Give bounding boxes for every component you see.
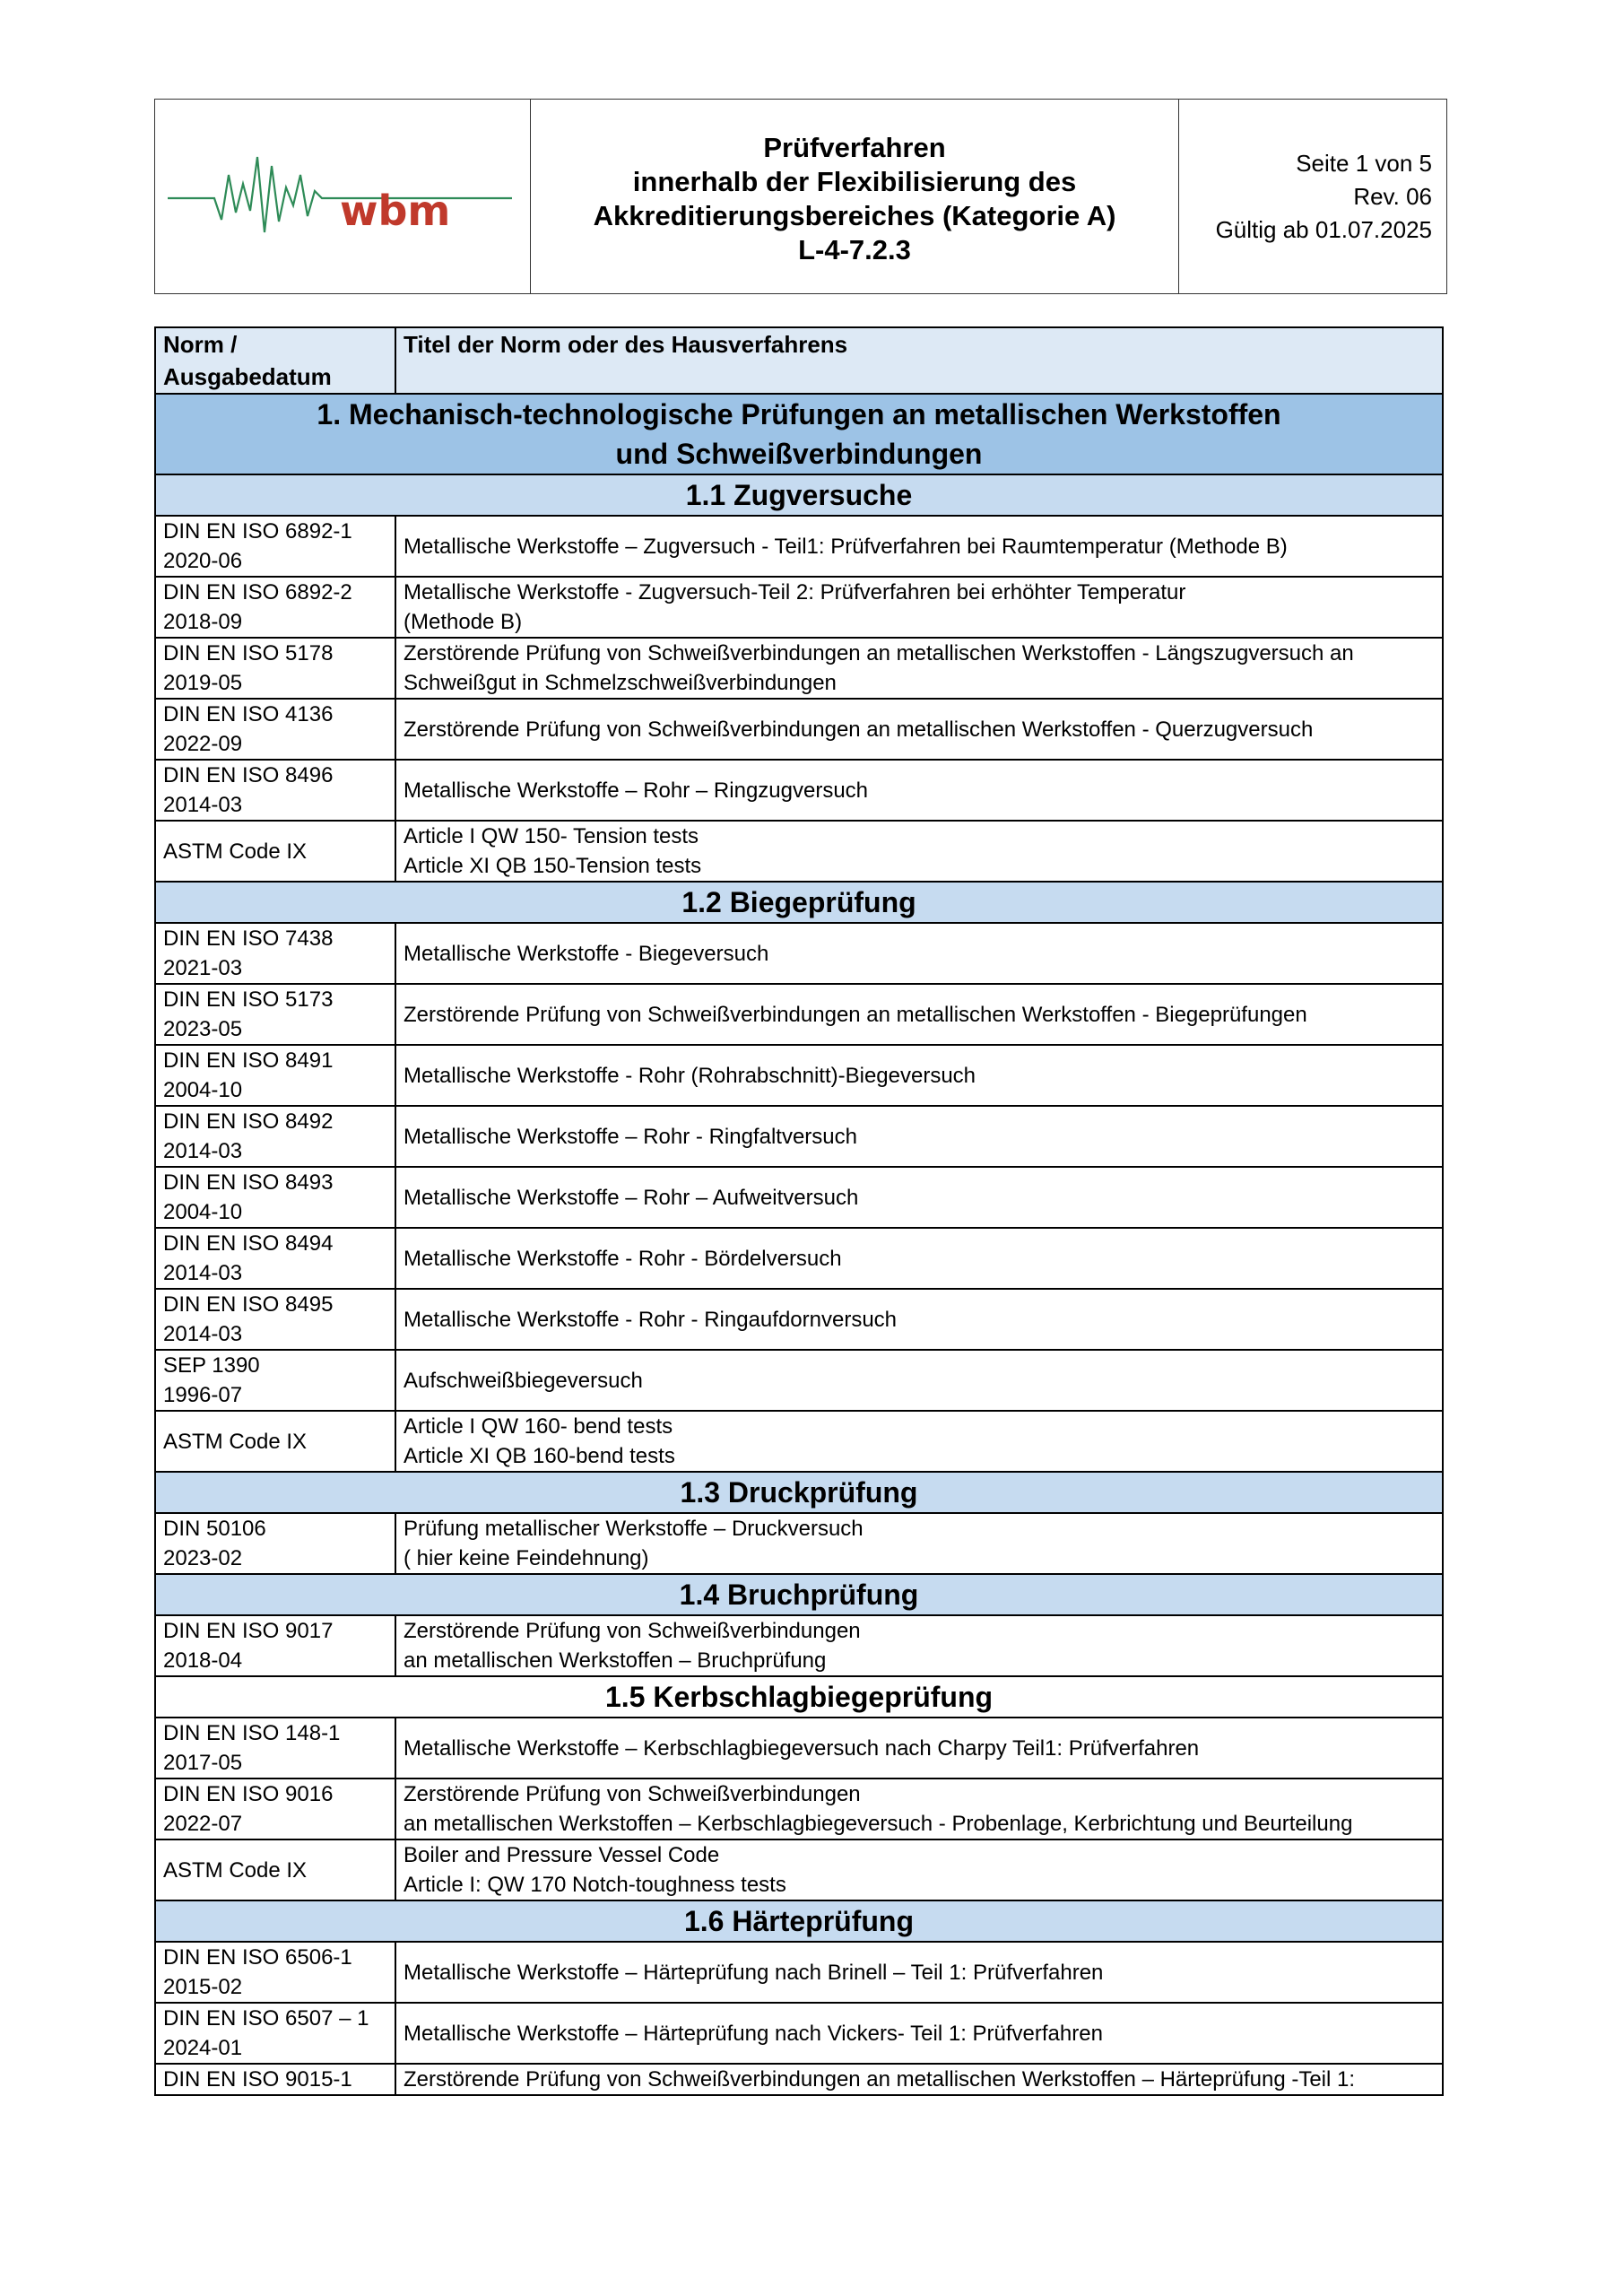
norm-title-cell	[395, 577, 1443, 638]
norm-cell	[155, 1779, 395, 1839]
norm-title-line: Metallische Werkstoffe - Rohr (Rohrabschnitt)-Biegeversuch	[404, 1063, 976, 1088]
norm-title-cell	[395, 516, 1443, 577]
norm-title-cell	[395, 1615, 1443, 1676]
subsection-heading-row	[155, 1900, 1443, 1942]
table-row	[155, 984, 1443, 1045]
table-row	[155, 638, 1443, 699]
company-logo	[155, 100, 531, 293]
norm-title-line: Article I QW 160- bend tests	[404, 1414, 673, 1439]
norm-title-cell	[395, 1228, 1443, 1289]
norm-title-line: Article I: QW 170 Notch-toughness tests	[404, 1873, 786, 1897]
norm-cell	[155, 1942, 395, 2003]
norm-title-line: (Methode B)	[404, 610, 523, 634]
norm-number: ASTM Code IX	[163, 1857, 308, 1883]
document-meta	[1179, 100, 1446, 293]
norm-title-line: Zerstörende Prüfung von Schweißverbindungen an metallischen Werkstoffen - Querzugversuch	[404, 717, 1314, 742]
norm-number: DIN EN ISO 4136	[163, 702, 334, 726]
valid-from-date: Gültig ab 01.07.2025	[1215, 215, 1432, 243]
norm-title-line: Zerstörende Prüfung von Schweißverbindungen	[404, 1619, 861, 1643]
table-row	[155, 1942, 1443, 2003]
norm-title-cell	[395, 1350, 1443, 1411]
norm-number: DIN EN ISO 8491	[163, 1048, 334, 1073]
norm-number: DIN EN ISO 9015-1	[163, 2067, 352, 2092]
norm-number: DIN EN ISO 5178	[163, 641, 334, 665]
norm-title-cell	[395, 1045, 1443, 1106]
norm-cell	[155, 1350, 395, 1411]
norm-cell	[155, 1228, 395, 1289]
subsection-heading: 1.2 Biegeprüfung	[155, 882, 1443, 923]
norm-number: ASTM Code IX	[163, 839, 308, 864]
issue-date: 2004-10	[163, 1078, 243, 1102]
table-row	[155, 1228, 1443, 1289]
subsection-heading-row	[155, 1574, 1443, 1615]
table-row	[155, 516, 1443, 577]
norm-cell	[155, 760, 395, 821]
norm-number: DIN EN ISO 6892-2	[163, 580, 352, 604]
subsection-heading: 1.4 Bruchprüfung	[155, 1574, 1443, 1615]
title-line: Akkreditierungsbereiches (Kategorie A)	[593, 200, 1116, 231]
section-heading-row	[155, 394, 1443, 474]
subsection-heading: 1.3 Druckprüfung	[155, 1472, 1443, 1513]
norm-number: DIN EN ISO 8493	[163, 1170, 334, 1195]
issue-date: 2014-03	[163, 793, 243, 817]
norm-title-line: Zerstörende Prüfung von Schweißverbindungen an metallischen Werkstoffen - Biegeprüfungen	[404, 1002, 1307, 1027]
column-header-title: Titel der Norm oder des Hausverfahrens	[395, 327, 1443, 394]
norm-title-line: Aufschweißbiegeversuch	[404, 1368, 643, 1393]
norm-title-cell	[395, 2064, 1443, 2095]
table-row	[155, 1779, 1443, 1839]
issue-date: 2018-09	[163, 610, 243, 634]
norm-number: DIN EN ISO 8492	[163, 1109, 334, 1134]
issue-date: 2018-04	[163, 1648, 243, 1673]
norm-title-line: Prüfung metallischer Werkstoffe – Druckversuch	[404, 1517, 864, 1541]
subsection-heading-row	[155, 882, 1443, 923]
subsection-heading: 1.6 Härteprüfung	[155, 1900, 1443, 1942]
subsection-heading: 1.5 Kerbschlagbiegeprüfung	[155, 1676, 1443, 1718]
norm-cell	[155, 1289, 395, 1350]
norm-title-line: Zerstörende Prüfung von Schweißverbindungen an metallischen Werkstoffen – Härteprüfung -Teil 1:	[404, 2067, 1356, 2092]
norm-title-line: Metallische Werkstoffe – Zugversuch - Teil1: Prüfverfahren bei Raumtemperatur (Methode B)	[404, 534, 1288, 559]
norm-title-cell	[395, 1513, 1443, 1574]
norm-number: DIN EN ISO 9016	[163, 1782, 334, 1806]
issue-date: 2021-03	[163, 956, 243, 980]
section-heading: 1. Mechanisch-technologische Prüfungen an metallischen Werkstoffen und Schweißverbindungen	[155, 394, 1443, 474]
norm-title-line: Metallische Werkstoffe - Rohr - Bördelversuch	[404, 1246, 842, 1271]
table-row	[155, 760, 1443, 821]
norm-cell	[155, 638, 395, 699]
norm-title-line: Metallische Werkstoffe - Zugversuch-Teil 2: Prüfverfahren bei erhöhter Temperatur	[404, 580, 1186, 604]
norm-title-line: Metallische Werkstoffe – Rohr - Ringfaltversuch	[404, 1124, 857, 1149]
issue-date: 1996-07	[163, 1383, 243, 1407]
norm-title-line: an metallischen Werkstoffen – Bruchprüfung	[404, 1648, 827, 1673]
norm-cell	[155, 516, 395, 577]
table-row	[155, 577, 1443, 638]
issue-date: 2014-03	[163, 1139, 243, 1163]
document-code: L-4-7.2.3	[798, 234, 911, 265]
table-row	[155, 1513, 1443, 1574]
norm-title-line: Metallische Werkstoffe – Härteprüfung nach Vickers- Teil 1: Prüfverfahren	[404, 2021, 1103, 2046]
norm-title-line: Metallische Werkstoffe – Härteprüfung nach Brinell – Teil 1: Prüfverfahren	[404, 1960, 1104, 1985]
norm-title-cell	[395, 1411, 1443, 1472]
norm-title-cell	[395, 1942, 1443, 2003]
norm-title-cell	[395, 699, 1443, 760]
issue-date: 2022-07	[163, 1812, 243, 1836]
title-line: Prüfverfahren	[763, 132, 946, 163]
issue-date: 2004-10	[163, 1200, 243, 1224]
table-row	[155, 1167, 1443, 1228]
table-row	[155, 699, 1443, 760]
norm-title-line: Metallische Werkstoffe – Kerbschlagbiegeversuch nach Charpy Teil1: Prüfverfahren	[404, 1735, 1200, 1761]
norm-number: DIN 50106	[163, 1517, 266, 1541]
norm-cell	[155, 1615, 395, 1676]
table-row	[155, 1106, 1443, 1167]
column-header-norm: Norm / Ausgabedatum	[155, 327, 395, 394]
norm-cell	[155, 1513, 395, 1574]
wbm-logo-icon	[168, 139, 517, 254]
norm-title-line: Zerstörende Prüfung von Schweißverbindungen an metallischen Werkstoffen - Längszugversuch an	[404, 641, 1354, 665]
table-row	[155, 821, 1443, 882]
norm-title-line: Metallische Werkstoffe - Rohr - Ringaufdornversuch	[404, 1307, 898, 1332]
norm-cell	[155, 1167, 395, 1228]
norm-title-cell	[395, 1106, 1443, 1167]
norm-cell	[155, 2064, 395, 2095]
norm-title-cell	[395, 638, 1443, 699]
subsection-heading: 1.1 Zugversuche	[155, 474, 1443, 516]
document-header	[154, 99, 1447, 294]
norm-number: SEP 1390	[163, 1353, 260, 1378]
norm-cell	[155, 2003, 395, 2064]
norm-title-cell	[395, 821, 1443, 882]
table-row	[155, 1411, 1443, 1472]
table-row	[155, 1289, 1443, 1350]
norm-title-line: Zerstörende Prüfung von Schweißverbindungen	[404, 1782, 861, 1806]
subsection-heading-row	[155, 474, 1443, 516]
norm-cell	[155, 1718, 395, 1779]
issue-date: 2022-09	[163, 732, 243, 756]
norm-number: DIN EN ISO 6506-1	[163, 1945, 352, 1970]
issue-date: 2014-03	[163, 1322, 243, 1346]
norm-title-cell	[395, 1167, 1443, 1228]
table-row	[155, 1718, 1443, 1779]
title-line: innerhalb der Flexibilisierung des	[632, 166, 1077, 197]
issue-date: 2017-05	[163, 1751, 243, 1775]
page-number: Seite 1 von 5	[1296, 149, 1432, 177]
norm-title-cell	[395, 2003, 1443, 2064]
subsection-heading-row	[155, 1676, 1443, 1718]
table-row	[155, 2064, 1443, 2095]
subsection-heading-row	[155, 1472, 1443, 1513]
issue-date: 2023-05	[163, 1017, 243, 1041]
issue-date: 2014-03	[163, 1261, 243, 1285]
table-row	[155, 1839, 1443, 1900]
test-methods-table	[154, 326, 1444, 2096]
table-header-row	[155, 327, 1443, 394]
norm-number: DIN EN ISO 9017	[163, 1619, 334, 1643]
norm-number: DIN EN ISO 8496	[163, 763, 334, 787]
norm-title-line: Schweißgut in Schmelzschweißverbindungen	[404, 671, 837, 695]
table-row	[155, 1350, 1443, 1411]
norm-title-cell	[395, 1839, 1443, 1900]
norm-title-line: Metallische Werkstoffe - Biegeversuch	[404, 941, 769, 966]
norm-number: ASTM Code IX	[163, 1429, 308, 1454]
norm-title-line: Metallische Werkstoffe – Rohr – Ringzugversuch	[404, 778, 869, 803]
norm-number: DIN EN ISO 6892-1	[163, 519, 352, 544]
table-row	[155, 923, 1443, 984]
norm-cell	[155, 699, 395, 760]
issue-date: 2020-06	[163, 549, 243, 573]
norm-cell	[155, 1411, 395, 1472]
norm-number: DIN EN ISO 8495	[163, 1292, 334, 1317]
norm-cell	[155, 1839, 395, 1900]
norm-cell	[155, 821, 395, 882]
norm-number: DIN EN ISO 7438	[163, 926, 334, 951]
norm-title-cell	[395, 1718, 1443, 1779]
issue-date: 2024-01	[163, 2036, 243, 2060]
norm-title-cell	[395, 923, 1443, 984]
norm-cell	[155, 1106, 395, 1167]
issue-date: 2023-02	[163, 1546, 243, 1570]
norm-number: DIN EN ISO 8494	[163, 1231, 334, 1256]
issue-date: 2015-02	[163, 1975, 243, 1999]
norm-title-line: ( hier keine Feindehnung)	[404, 1546, 649, 1570]
norm-cell	[155, 577, 395, 638]
norm-title-cell	[395, 1289, 1443, 1350]
norm-cell	[155, 984, 395, 1045]
norm-number: DIN EN ISO 148-1	[163, 1721, 341, 1745]
norm-title-line: an metallischen Werkstoffen – Kerbschlagbiegeversuch - Probenlage, Kerbrichtung und Beurteilung	[404, 1812, 1353, 1836]
norm-title-cell	[395, 1779, 1443, 1839]
norm-title-cell	[395, 984, 1443, 1045]
norm-number: DIN EN ISO 5173	[163, 987, 334, 1012]
norm-title-line: Article XI QB 150-Tension tests	[404, 854, 702, 878]
table-row	[155, 1045, 1443, 1106]
issue-date: 2019-05	[163, 671, 243, 695]
logo-wordmark: wbm	[340, 187, 451, 235]
table-row	[155, 2003, 1443, 2064]
norm-title-line: Boiler and Pressure Vessel Code	[404, 1843, 720, 1867]
document-title	[531, 100, 1179, 293]
norm-title-line: Metallische Werkstoffe – Rohr – Aufweitversuch	[404, 1185, 859, 1210]
norm-number: DIN EN ISO 6507 – 1	[163, 2006, 369, 2031]
norm-title-line: Article XI QB 160-bend tests	[404, 1444, 675, 1468]
norm-cell	[155, 1045, 395, 1106]
revision: Rev. 06	[1353, 182, 1432, 210]
norm-title-line: Article I QW 150- Tension tests	[404, 824, 699, 848]
table-row	[155, 1615, 1443, 1676]
norm-cell	[155, 923, 395, 984]
norm-title-cell	[395, 760, 1443, 821]
